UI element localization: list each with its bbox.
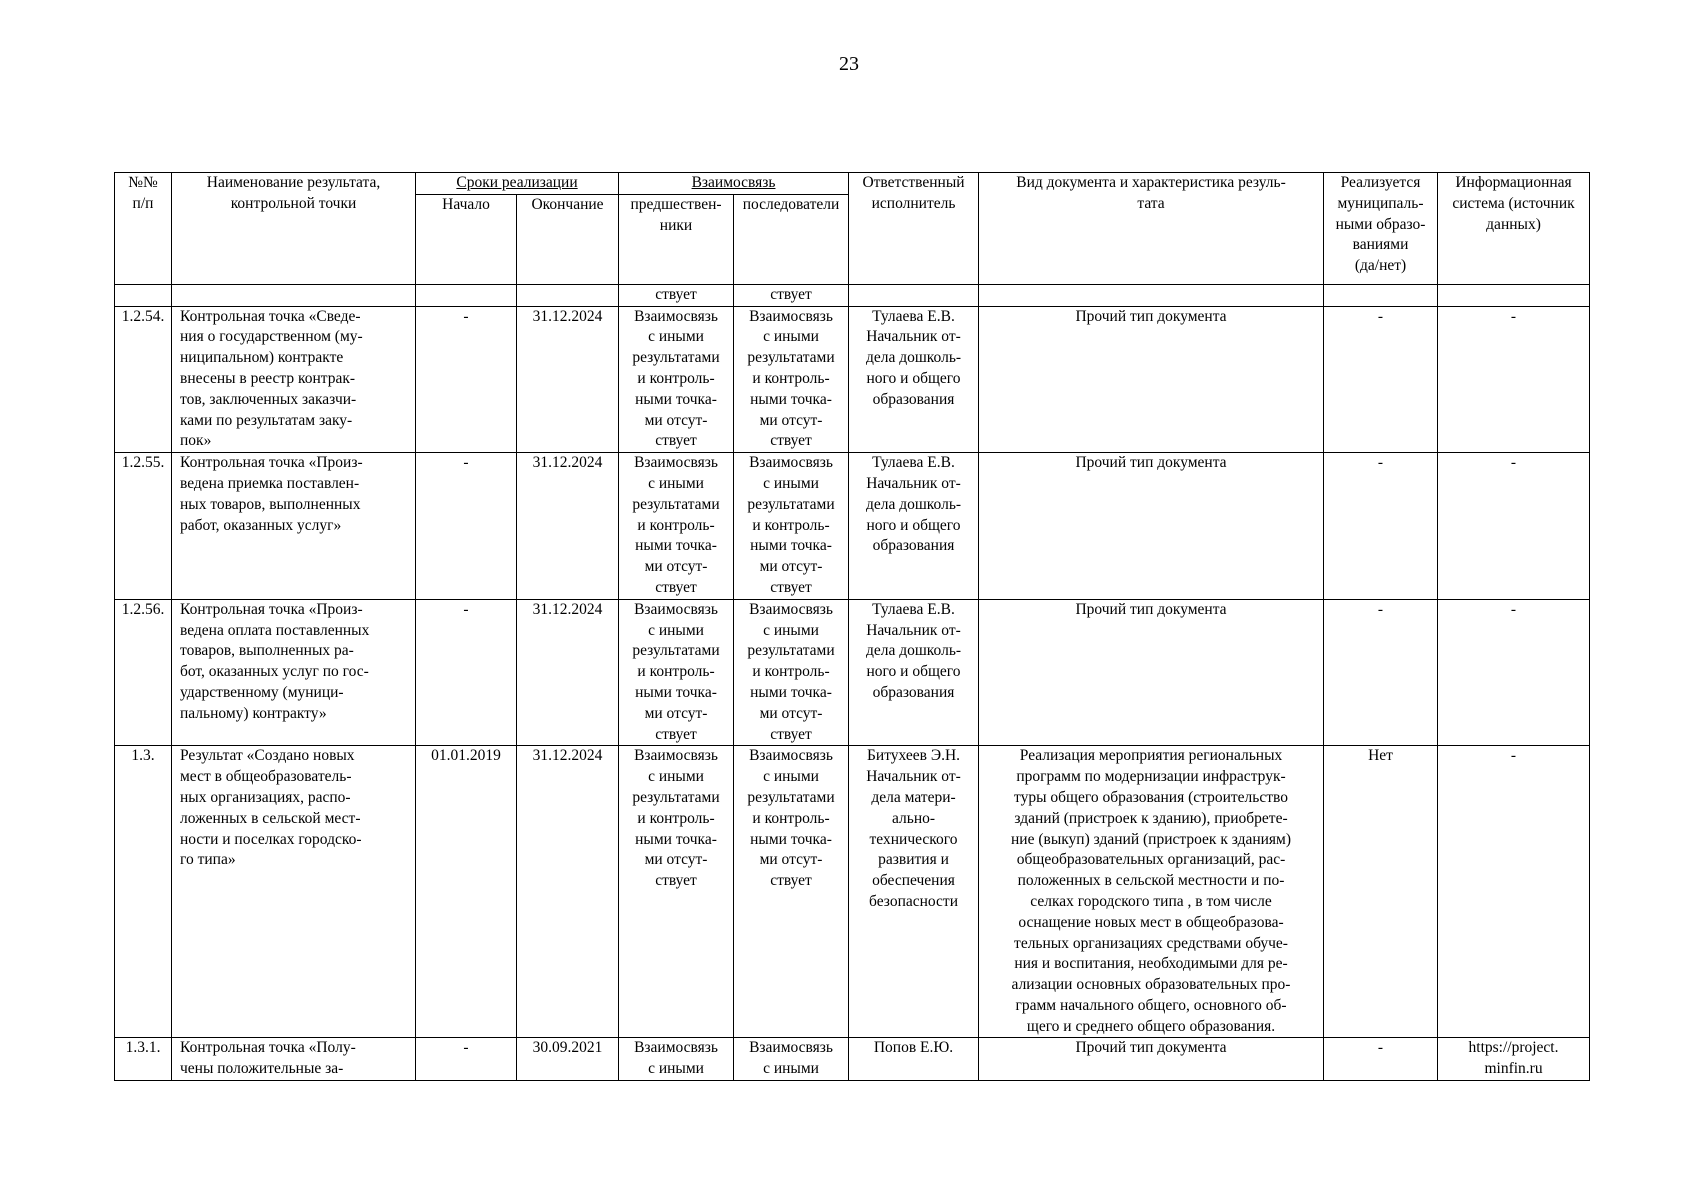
cell-resp: Попов Е.Ю.: [849, 1038, 979, 1081]
carry-over-row: [115, 284, 1590, 306]
cell-info: -: [1438, 599, 1590, 746]
cell-next: Взаимосвязь с иными: [734, 1038, 849, 1081]
carry-over-next: ствует: [734, 284, 849, 306]
cell-muni: Нет: [1324, 746, 1438, 1038]
cell-num: 1.2.55.: [115, 453, 172, 600]
table-row: [115, 1038, 1590, 1081]
cell-start: 01.01.2019: [416, 746, 517, 1038]
cell-start: -: [416, 599, 517, 746]
cell-muni: -: [1324, 306, 1438, 453]
header-row-1: [115, 173, 1590, 195]
cell-end: 31.12.2024: [517, 453, 619, 600]
cell-end: 31.12.2024: [517, 306, 619, 453]
cell-end: 31.12.2024: [517, 746, 619, 1038]
carry-over-cell: [979, 284, 1324, 306]
header-name: Наименование результата, контрольной точки: [172, 173, 416, 285]
cell-name: Контрольная точка «Произ- ведена оплата поставленных товаров, выполненных ра- бот, оказанных услуг по гос- ударственному (муници- пальному) контракту»: [172, 599, 416, 746]
cell-muni: -: [1324, 599, 1438, 746]
cell-resp: Битухеев Э.Н. Начальник от- дела матери- ально- технического развития и обеспечения безопасности: [849, 746, 979, 1038]
table-row: [115, 306, 1590, 453]
cell-info: -: [1438, 306, 1590, 453]
cell-prev: Взаимосвязь с иными результатами и контроль- ными точка- ми отсут- ствует: [619, 599, 734, 746]
header-link: [619, 173, 849, 195]
cell-info: https://project. minfin.ru: [1438, 1038, 1590, 1081]
cell-num: 1.3.: [115, 746, 172, 1038]
header-info: Информационная система (источник данных): [1438, 173, 1590, 285]
header-doc: Вид документа и характеристика резуль- тата: [979, 173, 1324, 285]
cell-start: -: [416, 453, 517, 600]
cell-next: Взаимосвязь с иными результатами и контроль- ными точка- ми отсут- ствует: [734, 599, 849, 746]
cell-prev: Взаимосвязь с иными: [619, 1038, 734, 1081]
header-resp: Ответственный исполнитель: [849, 173, 979, 285]
cell-name: Контрольная точка «Сведе- ния о государственном (му- ниципальном) контракте внесены в реестр контрак- тов, заключенных заказчи- ками по результатам заку- пок»: [172, 306, 416, 453]
cell-prev: Взаимосвязь с иными результатами и контроль- ными точка- ми отсут- ствует: [619, 306, 734, 453]
cell-resp: Тулаева Е.В. Начальник от- дела дошколь- ного и общего образования: [849, 306, 979, 453]
cell-next: Взаимосвязь с иными результатами и контроль- ными точка- ми отсут- ствует: [734, 746, 849, 1038]
header-link-label: Взаимосвязь: [691, 174, 776, 191]
cell-info: -: [1438, 453, 1590, 600]
cell-resp: Тулаева Е.В. Начальник от- дела дошколь- ного и общего образования: [849, 599, 979, 746]
carry-over-cell: [115, 284, 172, 306]
cell-end: 30.09.2021: [517, 1038, 619, 1081]
cell-name: Контрольная точка «Произ- ведена приемка поставлен- ных товаров, выполненных работ, оказанных услуг»: [172, 453, 416, 600]
carry-over-prev: ствует: [619, 284, 734, 306]
cell-prev: Взаимосвязь с иными результатами и контроль- ными точка- ми отсут- ствует: [619, 746, 734, 1038]
carry-over-cell: [1324, 284, 1438, 306]
cell-num: 1.3.1.: [115, 1038, 172, 1081]
cell-doc: Прочий тип документа: [979, 453, 1324, 600]
header-prev: предшествен- ники: [619, 194, 734, 284]
cell-doc: Прочий тип документа: [979, 599, 1324, 746]
carry-over-cell: [849, 284, 979, 306]
header-end: Окончание: [517, 194, 619, 284]
carry-over-cell: [517, 284, 619, 306]
header-next: последователи: [734, 194, 849, 284]
cell-name: Контрольная точка «Полу- чены положительные за-: [172, 1038, 416, 1081]
cell-doc: Реализация мероприятия региональных программ по модернизации инфраструк- туры общего образования (строительство зданий (пристроек к зданию), приобрете- ние (выкуп) зданий (пристроек к зданиям) общеобразовательных организаций, рас- положенных в сельской местности и по- селках городского типа , в том числе оснащение новых мест в общеобразова- тельных организациях средствами обуче- ния и воспитания, необходимыми для ре- ализации основных образовательных про- грамм начального общего, основного об- щего и среднего общего образования.: [979, 746, 1324, 1038]
cell-muni: -: [1324, 1038, 1438, 1081]
cell-next: Взаимосвязь с иными результатами и контроль- ными точка- ми отсут- ствует: [734, 453, 849, 600]
header-muni: Реализуется муниципаль- ными образо- ваниями (да/нет): [1324, 173, 1438, 285]
cell-doc: Прочий тип документа: [979, 1038, 1324, 1081]
cell-name: Результат «Создано новых мест в общеобразователь- ных организациях, распо- ложенных в сельской мест- ности и поселках городско- го типа»: [172, 746, 416, 1038]
cell-resp: Тулаева Е.В. Начальник от- дела дошколь- ного и общего образования: [849, 453, 979, 600]
header-terms: [416, 173, 619, 195]
cell-prev: Взаимосвязь с иными результатами и контроль- ными точка- ми отсут- ствует: [619, 453, 734, 600]
cell-doc: Прочий тип документа: [979, 306, 1324, 453]
carry-over-cell: [416, 284, 517, 306]
cell-next: Взаимосвязь с иными результатами и контроль- ными точка- ми отсут- ствует: [734, 306, 849, 453]
table-row: [115, 599, 1590, 746]
cell-num: 1.2.54.: [115, 306, 172, 453]
carry-over-cell: [1438, 284, 1590, 306]
results-table: [114, 172, 1590, 1081]
page-number: 23: [839, 53, 859, 75]
cell-num: 1.2.56.: [115, 599, 172, 746]
cell-start: -: [416, 306, 517, 453]
table-row: [115, 453, 1590, 600]
cell-muni: -: [1324, 453, 1438, 600]
cell-start: -: [416, 1038, 517, 1081]
header-start: Начало: [416, 194, 517, 284]
carry-over-cell: [172, 284, 416, 306]
table-row: [115, 746, 1590, 1038]
header-num: №№ п/п: [115, 173, 172, 285]
cell-end: 31.12.2024: [517, 599, 619, 746]
cell-info: -: [1438, 746, 1590, 1038]
header-terms-label: Сроки реализации: [456, 174, 578, 191]
